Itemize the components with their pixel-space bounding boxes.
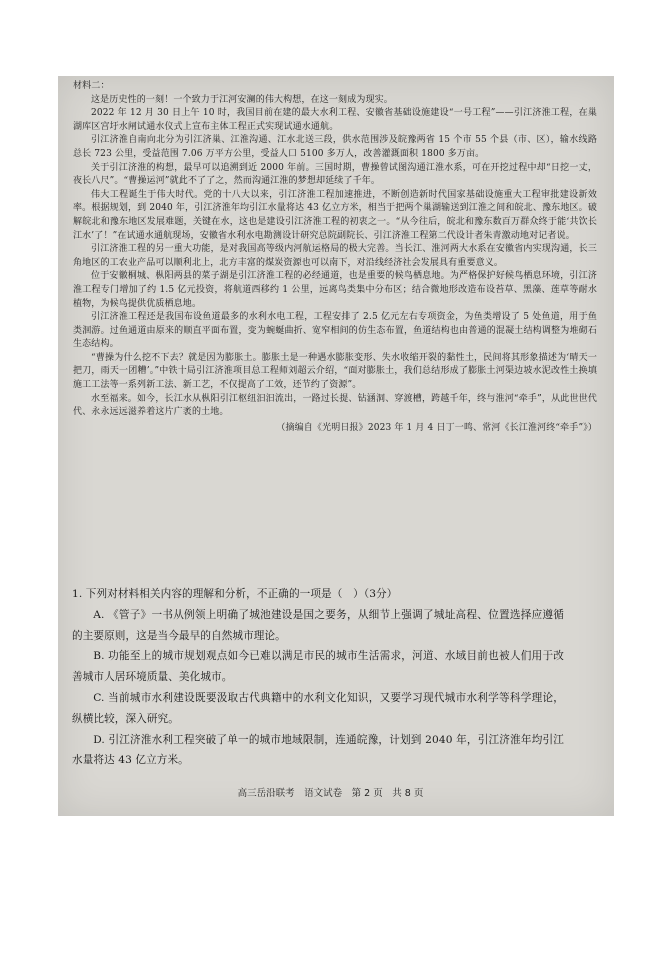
answer-option-c: C. 当前城市水利建设既要汲取古代典籍中的水利文化知识，又要学习现代城市水利学等科学理论，纵横比较，深入研究。	[72, 691, 564, 725]
material-text-block	[73, 80, 597, 435]
answer-option-b: B. 功能至上的城市规划观点如今已难以满足市民的城市生活需求，河道、水域目前也被人们用于改善城市人居环境质量、美化城市。	[72, 650, 564, 684]
material-paragraph: 关于引江济淮的构想，最早可以追溯到近 2000 年前。三国时期，曹操曾试图沟通江淮水系，可在开挖过程中却“日挖一丈，夜长八尺”。“曹操运河”就此不了了之，然而沟通江淮的梦想却延续了千年。	[73, 162, 597, 187]
answer-option-d: D. 引江济淮水利工程突破了单一的城市地域限制，连通皖豫，计划到 2040 年，引江济淮年均引江水量将达 43 亿立方米。	[72, 733, 564, 767]
material-paragraph: 位于安徽桐城、枞阳两县的菜子湖是引江济淮工程的必经通道，也是重要的候鸟栖息地。为严格保护好候鸟栖息环境，引江济淮工程专门增加了约 1.5 亿元投资，将航道西移约 1 公里，远离鸟类集中分布区；结合微地形改造布设苔草、黑藻、莲草等耐水植物，为候鸟提供优质栖息地。	[73, 271, 597, 309]
material-paragraph: 引江济淮自南向北分为引江济巢、江淮沟通、江水北送三段，供水范围涉及皖豫两省 15 个市 55 个县（市、区），输水线路总长 723 公里，受益范围 7.06 万平方公里，受益人口 5100 多万人，改善灌溉面积 1800 多万亩。	[73, 135, 597, 159]
material-paragraph: 引江济淮工程还是我国布设鱼道最多的水利水电工程，工程安排了 2.5 亿元左右专项资金，为鱼类增设了 5 处鱼道，用于鱼类洄游。过鱼通道由原来的顺直平面布置，变为蜿蜒曲折、宽窄相间的仿生态布置，鱼道结构也由普通的混凝土结构调整为堆砌石生态结构。	[73, 312, 597, 350]
answer-option-a: A. 《管子》一书从例领上明确了城池建设是国之要务，从细节上强调了城址高程、位置选择应遵循的主要原则，这是当今最早的自然城市理论。	[72, 608, 564, 642]
material-title: 材料二：	[73, 81, 110, 91]
source-citation: （摘编自《光明日报》2023 年 1 月 4 日丁一鸣、常河《长江淮河终“牵手”》）	[276, 422, 597, 433]
material-paragraph: 引江济淮工程的另一重大功能，是对我国高等级内河航运格局的极大完善。当长江、淮河两大水系在安徽省内实现沟通，长三角地区的工农业产品可以顺利北上，北方丰富的煤炭资源也可以南下，对沿线经济社会发展具有重要意义。	[73, 244, 597, 268]
material-paragraph: 伟大工程诞生于伟大时代。党的十八大以来，引江济淮工程加速推进，不断创造新时代国家基础设施重大工程审批建设新效率。根据规划，到 2040 年，引江济淮年均引江水量将达 43 亿立方米，相当于把两个巢湖输送到江淮之间和皖北、豫东地区。破解皖北和豫东地区发展难题，关键在水，这也是建设引江济淮工程的初衷之一。“从今往后，皖北和豫东数百万群众终于能‘共饮长江水’了！”在试通水通航现场，安徽省水利水电勘测设计研究总院副院长、引江济淮工程第二代设计者朱青激动地对记者说。	[73, 189, 597, 241]
material-paragraph: 水至福来。如今，长江水从枞阳引江枢纽汩汩流出，一路过长提、钻涵洞、穿渡槽，跨越千年，终与淮河“牵手”，从此世世代代、永永远远滋养着这片广袤的土地。	[73, 393, 597, 418]
question-block	[72, 582, 564, 771]
question-stem: 1. 下列对材料相关内容的理解和分析，不正确的一项是（ ）（3分）	[72, 588, 398, 600]
material-paragraph: 2022 年 12 月 30 日上午 10 时，我国目前在建的最大水利工程、安徽省基础设施建设“一号工程”——引江济淮工程，在巢湖库区宫圩水闸试通水仪式上宣布主体工程正式实现试通水通航。	[73, 108, 597, 132]
material-paragraph: 这是历史性的一刻！一个致力于江河安澜的伟大构想，在这一刻成为现实。	[91, 94, 393, 105]
page-footer: 高三岳沿联考 语文试卷 第 2 页 共 8 页	[237, 788, 424, 799]
material-paragraph: “曹操为什么挖不下去？就是因为膨胀土。膨胀土是一种遇水膨胀变形、失水收缩开裂的黏性土，民间将其形象描述为‘晴天一把刀，雨天一团糟’。”中铁十局引江济淮项目总工程师刘超云介绍，“面对膨胀土，我们总结形成了膨胀土河渠边坡水泥改性土换填施工工法等一系列新工法、新工艺，不仅提高了工效，还节约了资源”。	[73, 352, 597, 391]
